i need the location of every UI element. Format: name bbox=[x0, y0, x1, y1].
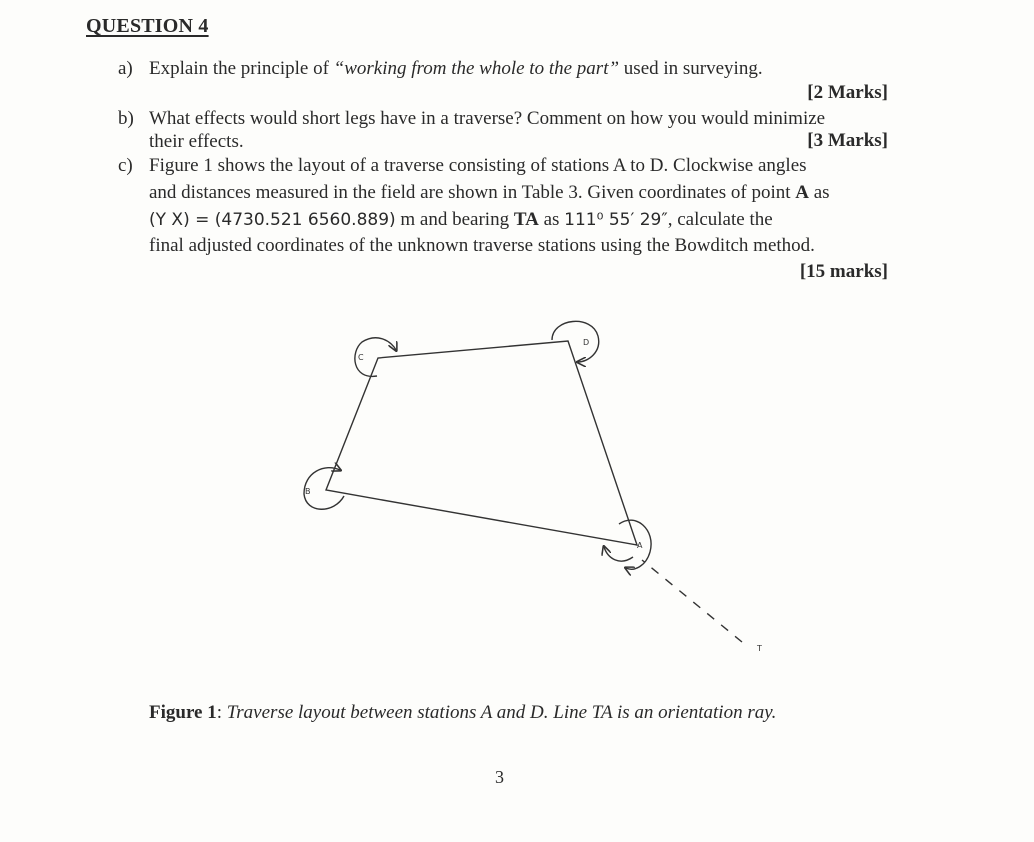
question-c-line1: Figure 1 shows the layout of a traverse consisting of stations A to D. Clockwise angles bbox=[149, 155, 807, 176]
question-c-line2-pre: and distances measured in the field are shown in Table 3. Given coordinates of point bbox=[149, 182, 796, 203]
question-heading: QUESTION 4 bbox=[86, 15, 209, 37]
question-b-line2: their effects. bbox=[149, 131, 244, 152]
station-label-b: B bbox=[305, 487, 311, 496]
question-b-marks: [3 Marks] bbox=[807, 130, 888, 151]
station-label-t: T bbox=[757, 644, 762, 653]
question-c-line2-post: as bbox=[809, 182, 830, 203]
question-b-label: b) bbox=[118, 108, 134, 129]
caption-text: Traverse layout between stations A and D. Line TA is an orientation ray. bbox=[226, 702, 777, 723]
traverse-polygon bbox=[326, 341, 637, 545]
question-a-pre: Explain the principle of bbox=[149, 58, 334, 79]
question-a-quote: “working from the whole to the part” bbox=[333, 58, 620, 79]
question-c-label: c) bbox=[118, 155, 133, 176]
angle-arc-a-small bbox=[604, 547, 633, 561]
question-c-line4: final adjusted coordinates of the unknown traverse stations using the Bowditch method. bbox=[149, 235, 815, 256]
caption-figure-number: Figure 1 bbox=[149, 702, 217, 723]
station-label-d: D bbox=[583, 338, 590, 347]
question-c-marks: [15 marks] bbox=[799, 261, 888, 282]
question-c-line-ta: TA bbox=[513, 209, 539, 230]
question-a-label: a) bbox=[118, 58, 133, 79]
question-c-bearing: 111⁰ 55′ 29″ bbox=[564, 210, 668, 230]
question-c-point-a: A bbox=[795, 182, 809, 203]
question-c-line3-mid: m and bearing bbox=[395, 209, 514, 230]
orientation-ray-ta bbox=[642, 560, 742, 642]
question-c-line3-as: as bbox=[538, 209, 565, 230]
question-a-post: used in surveying. bbox=[619, 58, 763, 79]
question-c-line3-post: , calculate the bbox=[667, 209, 773, 230]
question-b-line1: What effects would short legs have in a traverse? Comment on how you would minimize bbox=[149, 108, 826, 129]
figure-caption bbox=[149, 702, 776, 724]
page-number: 3 bbox=[495, 767, 504, 787]
station-label-a: A bbox=[637, 541, 643, 550]
caption-colon: : bbox=[216, 702, 227, 723]
question-a-marks: [2 Marks] bbox=[807, 82, 888, 103]
station-label-c: C bbox=[358, 353, 364, 362]
question-c-coordinates: (Y X) = (4730.521 6560.889) bbox=[149, 210, 396, 230]
